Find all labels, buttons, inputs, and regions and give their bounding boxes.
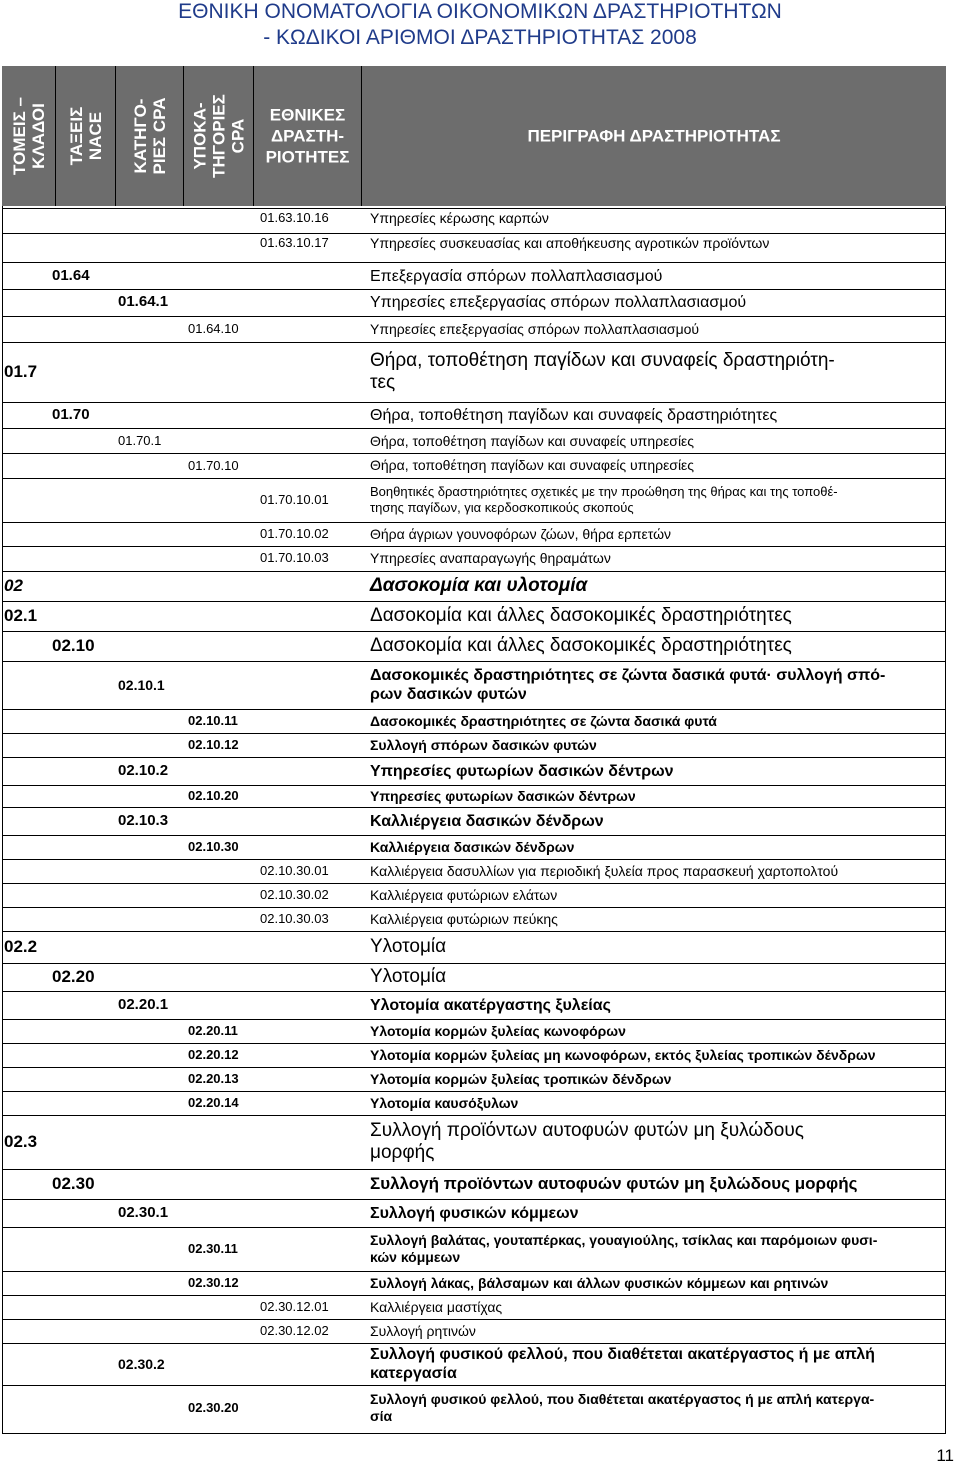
row-divider: [2, 785, 946, 786]
column-header-national-label: ΕΘΝΙΚΕΣ ΔΡΑΣΤΗ- ΡΙΟΤΗΤΕΣ: [265, 105, 350, 167]
activity-description: Υπηρεσίες επεξεργασίας σπόρων πολλαπλασιασμού: [370, 320, 700, 337]
row-divider: [2, 571, 946, 572]
activity-description: Επεξεργασία σπόρων πολλαπλασιασμού: [370, 267, 663, 285]
activity-code: 02.10: [52, 636, 95, 655]
row-divider: [2, 262, 946, 263]
column-header-categories-label: ΚΑΤΗΓΟ- ΡΙΕΣ CPA: [130, 97, 169, 175]
activity-description: Συλλογή ρητινών: [370, 1322, 476, 1339]
column-header-national: [254, 66, 362, 206]
activity-description: Συλλογή σπόρων δασικών φυτών: [370, 736, 597, 753]
row-divider: [2, 1319, 946, 1320]
column-header-subcategories: [184, 66, 254, 206]
activity-code: 01.70.10: [188, 457, 239, 473]
activity-code: 02.30: [52, 1174, 95, 1193]
activity-description: Βοηθητικές δραστηριότητες σχετικές με την προώθηση της θήρας και της τοποθέ- τησης παγίδων, για κερδοσκοπικούς σκοπούς: [370, 484, 838, 515]
row-divider: [2, 601, 946, 602]
activity-description: Θήρα, τοποθέτηση παγίδων και συναφείς δραστηριότητες: [370, 406, 778, 424]
column-header-description-label: ΠΕΡΙΓΡΑΦΗ ΔΡΑΣΤΗΡΙΟΤΗΤΑΣ: [527, 126, 781, 146]
activity-code: 02.10.2: [118, 762, 169, 779]
activity-code: 02.30.20: [188, 1400, 239, 1415]
row-divider: [2, 631, 946, 632]
activity-code: 01.70.1: [118, 433, 162, 448]
activity-description: Συλλογή προϊόντων αυτοφυών φυτών μη ξυλώδους μορφής: [370, 1120, 804, 1163]
activity-code: 02.20.14: [188, 1095, 239, 1110]
activity-code: 01.70.10.01: [260, 492, 329, 507]
activity-code: 01.64.10: [188, 321, 239, 336]
activity-description: Θήρα, τοποθέτηση παγίδων και συναφείς δραστηριότη- τες: [370, 350, 835, 393]
activity-description: Δασοκομία και άλλες δασοκομικές δραστηριότητες: [370, 605, 792, 626]
activity-description: Υπηρεσίες κέρωσης καρπών: [370, 209, 549, 226]
activity-code: 02.30.12: [188, 1275, 239, 1290]
activity-code: 01.70.10.03: [260, 550, 329, 565]
activity-code: 02.1: [4, 606, 38, 625]
row-divider: [2, 835, 946, 836]
row-divider: [2, 1271, 946, 1272]
activity-description: Συλλογή προϊόντων αυτοφυών φυτών μη ξυλώδους μορφής: [370, 1174, 858, 1193]
activity-code: 02.20.12: [188, 1047, 239, 1062]
activity-code: 02.10.30.01: [260, 863, 329, 878]
activity-description: Συλλογή βαλάτας, γουταπέρκας, γουαγιούλης, τσίκλας και παρόμοιων φυσι- κών κόμμεων: [370, 1232, 878, 1265]
column-header-classes-label: ΤΑΞΕΙΣ NACE: [66, 106, 105, 166]
row-divider: [2, 289, 946, 290]
activity-description: Υπηρεσίες αναπαραγωγής θηραμάτων: [370, 549, 611, 566]
activity-code: 01.7: [4, 362, 38, 381]
row-divider: [2, 807, 946, 808]
row-divider: [2, 1019, 946, 1020]
column-header-classes: [56, 66, 116, 206]
row-divider: [2, 1115, 946, 1116]
row-divider: [2, 859, 946, 860]
column-header-sectors: [2, 66, 56, 206]
activity-code: 02.10.20: [188, 788, 239, 803]
activity-description: Δασοκομία και άλλες δασοκομικές δραστηριότητες: [370, 635, 792, 656]
row-divider: [2, 757, 946, 758]
activity-description: Συλλογή φυσικού φελλού, που διαθέτεται ακατέργαστος ή με απλή κατεργα- σία: [370, 1391, 875, 1424]
row-divider: [2, 1091, 946, 1092]
activity-description: Καλλιέργεια δασικών δένδρων: [370, 812, 604, 830]
activity-code: 02.20: [52, 967, 95, 986]
activity-description: Υπηρεσίες φυτωρίων δασικών δέντρων: [370, 787, 636, 804]
row-divider: [2, 522, 946, 523]
column-header-subcategories-label: ΥΠΟΚΑ- ΤΗΓΟΡΙΕΣ CPA: [190, 94, 247, 178]
row-divider: [2, 883, 946, 884]
activity-code: 02.20.13: [188, 1071, 239, 1086]
column-header-sectors-label: ΤΟΜΕΙΣ – ΚΛΑΔΟΙ: [9, 97, 48, 175]
activity-code: 02.3: [4, 1132, 38, 1151]
activity-description: Συλλογή φυσικών κόμμεων: [370, 1204, 579, 1222]
activity-code: 01.64: [52, 267, 90, 284]
activity-description: Καλλιέργεια μαστίχας: [370, 1298, 503, 1315]
activity-code: 02.30.1: [118, 1204, 169, 1221]
activity-description: Υλοτομία κορμών ξυλείας μη κωνοφόρων, εκτός ξυλείας τροπικών δένδρων: [370, 1046, 876, 1063]
activity-description: Υπηρεσίες συσκευασίας και αποθήκευσης αγροτικών προϊόντων: [370, 234, 770, 251]
row-divider: [2, 661, 946, 662]
activity-code: 02.2: [4, 937, 38, 956]
activity-description: Συλλογή φυσικού φελλού, που διαθέτεται ακατέργαστος ή με απλή κατεργασία: [370, 1346, 875, 1382]
row-divider: [2, 428, 946, 429]
activity-code: 02.30.12.01: [260, 1299, 329, 1314]
row-divider: [2, 963, 946, 964]
activity-description: Υλοτομία: [370, 966, 447, 987]
activity-description: Θήρα άγριων γουνοφόρων ζώων, θήρα ερπετών: [370, 525, 672, 542]
activity-code: 02.30.2: [118, 1355, 165, 1372]
row-divider: [2, 907, 946, 908]
activity-code: 02.10.11: [188, 713, 238, 728]
row-divider: [2, 931, 946, 932]
activity-description: Δασοκομικές δραστηριότητες σε ζώντα δασικά φυτά: [370, 712, 717, 729]
activity-code: 02.10.12: [188, 737, 239, 752]
row-divider: [2, 1227, 946, 1228]
row-divider: [2, 1385, 946, 1386]
activity-code: 02.20.1: [118, 996, 169, 1013]
row-divider: [2, 1199, 946, 1200]
row-divider: [2, 342, 946, 343]
activity-code: 02.10.1: [118, 676, 165, 693]
column-header-description: [362, 66, 946, 206]
activity-code: 02.30.12.02: [260, 1323, 329, 1338]
row-divider: [2, 1067, 946, 1068]
column-header-categories: [116, 66, 184, 206]
activity-code: 01.70: [52, 406, 90, 423]
activity-code: 02.10.30.02: [260, 887, 329, 902]
activity-code: 02.10.30.03: [260, 911, 329, 926]
document-title-line2: - ΚΩΔΙΚΟΙ ΑΡΙΘΜΟΙ ΔΡΑΣΤΗΡΙΟΤΗΤΑΣ 2008: [263, 26, 697, 49]
activity-description: Συλλογή λάκας, βάλσαμων και άλλων φυσικών κόμμεων και ρητινών: [370, 1274, 829, 1291]
activity-description: Υλοτομία κορμών ξυλείας τροπικών δένδρων: [370, 1070, 672, 1087]
activity-description: Υπηρεσίες φυτωρίων δασικών δέντρων: [370, 762, 674, 780]
activity-description: Υλοτομία καυσόξυλων: [370, 1094, 519, 1111]
activity-code: 01.64.1: [118, 293, 169, 310]
row-divider: [2, 1343, 946, 1344]
activity-code: 02.20.11: [188, 1023, 238, 1038]
row-divider: [2, 546, 946, 547]
row-divider: [2, 733, 946, 734]
row-divider: [2, 478, 946, 479]
activity-description: Υλοτομία: [370, 936, 447, 957]
row-divider: [2, 453, 946, 454]
activity-code: 01.63.10.17: [260, 235, 329, 250]
row-divider: [2, 316, 946, 317]
document-title-line1: ΕΘΝΙΚΗ ΟΝΟΜΑΤΟΛΟΓΙΑ ΟΙΚΟΝΟΜΙΚΩΝ ΔΡΑΣΤΗΡΙΟΤΗΤΩΝ: [178, 0, 782, 23]
activity-code: 01.63.10.16: [260, 210, 329, 225]
activity-description: Καλλιέργεια φυτώριων ελάτων: [370, 886, 558, 903]
activity-code: 02.30.11: [188, 1241, 238, 1256]
page-number: 11: [936, 1446, 954, 1465]
activity-description: Καλλιέργεια δασυλλίων για περιοδική ξυλεία προς παρασκευή χαρτοπολτού: [370, 862, 839, 879]
activity-description: Υπηρεσίες επεξεργασίας σπόρων πολλαπλασιασμού: [370, 293, 747, 311]
activity-description: Δασοκομία και υλοτομία: [370, 575, 588, 596]
row-divider: [2, 402, 946, 403]
row-divider: [2, 709, 946, 710]
row-divider: [2, 1043, 946, 1044]
activity-code: 01.70.10.02: [260, 526, 329, 541]
activity-description: Θήρα, τοποθέτηση παγίδων και συναφείς υπηρεσίες: [370, 432, 695, 449]
activity-description: Υλοτομία ακατέργαστης ξυλείας: [370, 996, 611, 1014]
activity-description: Καλλιέργεια φυτώριων πεύκης: [370, 910, 558, 927]
activity-description: Καλλιέργεια δασικών δένδρων: [370, 838, 575, 855]
activity-description: Θήρα, τοποθέτηση παγίδων και συναφείς υπηρεσίες: [370, 457, 695, 473]
row-divider: [2, 1169, 946, 1170]
activity-code: 02: [4, 576, 23, 595]
activity-code: 02.10.3: [118, 812, 169, 829]
row-divider: [2, 1295, 946, 1296]
activity-description: Υλοτομία κορμών ξυλείας κωνοφόρων: [370, 1022, 626, 1039]
activity-code: 02.10.30: [188, 839, 239, 854]
row-divider: [2, 991, 946, 992]
activity-description: Δασοκομικές δραστηριότητες σε ζώντα δασικά φυτά· συλλογή σπό- ρων δασικών φυτών: [370, 667, 886, 703]
